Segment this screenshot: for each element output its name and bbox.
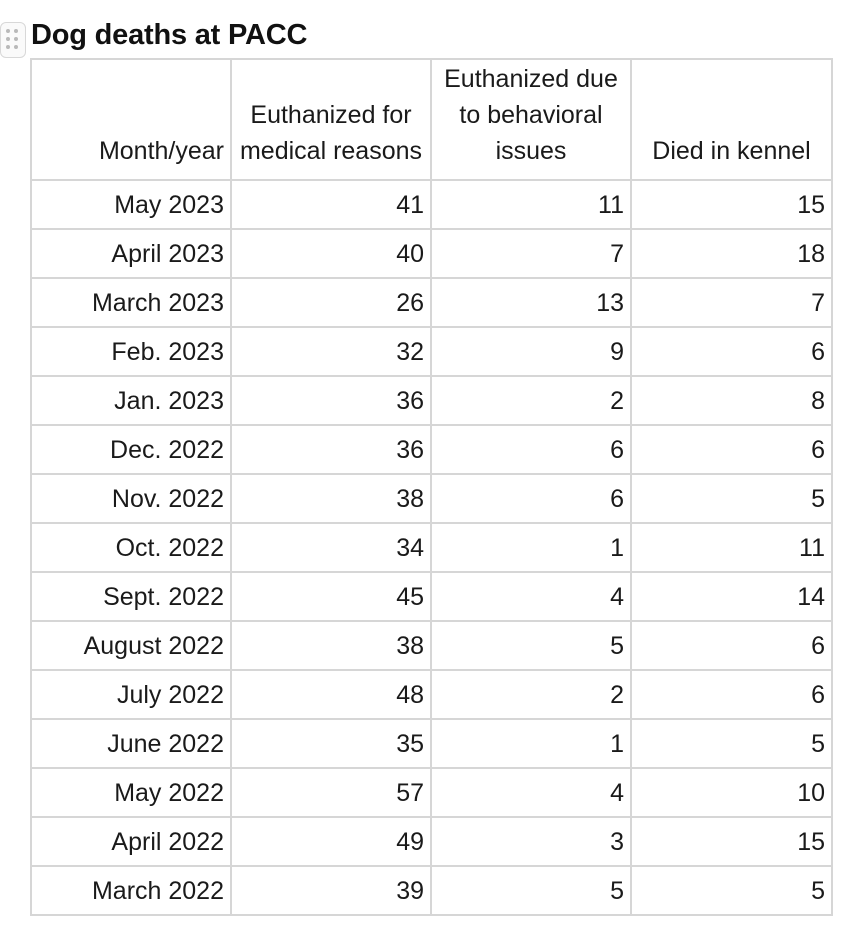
cell-month[interactable]: May 2023 — [31, 180, 231, 229]
header-died-in-kennel[interactable]: Died in kennel — [631, 59, 832, 180]
header-row — [31, 59, 832, 180]
header-month-year[interactable]: Month/year — [31, 59, 231, 180]
cell-medical[interactable]: 35 — [231, 719, 431, 768]
cell-behavioral[interactable]: 4 — [431, 572, 631, 621]
cell-behavioral[interactable]: 3 — [431, 817, 631, 866]
header-euthanized-medical[interactable]: Euthanized for medical reasons — [231, 59, 431, 180]
table-row — [31, 621, 832, 670]
cell-kennel[interactable]: 5 — [631, 474, 832, 523]
cell-month[interactable]: June 2022 — [31, 719, 231, 768]
cell-kennel[interactable]: 10 — [631, 768, 832, 817]
cell-month[interactable]: July 2022 — [31, 670, 231, 719]
cell-medical[interactable]: 38 — [231, 621, 431, 670]
cell-behavioral[interactable]: 9 — [431, 327, 631, 376]
cell-month[interactable]: Sept. 2022 — [31, 572, 231, 621]
table-title: Dog deaths at PACC — [31, 19, 308, 51]
cell-medical[interactable]: 49 — [231, 817, 431, 866]
cell-medical[interactable]: 40 — [231, 229, 431, 278]
drag-handle-icon[interactable] — [0, 22, 26, 58]
cell-kennel[interactable]: 15 — [631, 817, 832, 866]
table-row — [31, 866, 832, 915]
table-row — [31, 229, 832, 278]
cell-kennel[interactable]: 7 — [631, 278, 832, 327]
cell-medical[interactable]: 36 — [231, 425, 431, 474]
cell-behavioral[interactable]: 5 — [431, 866, 631, 915]
cell-medical[interactable]: 36 — [231, 376, 431, 425]
cell-kennel[interactable]: 6 — [631, 327, 832, 376]
cell-medical[interactable]: 38 — [231, 474, 431, 523]
cell-kennel[interactable]: 18 — [631, 229, 832, 278]
cell-kennel[interactable]: 6 — [631, 621, 832, 670]
cell-behavioral[interactable]: 5 — [431, 621, 631, 670]
cell-kennel[interactable]: 5 — [631, 719, 832, 768]
cell-kennel[interactable]: 14 — [631, 572, 832, 621]
cell-behavioral[interactable]: 2 — [431, 376, 631, 425]
table-row — [31, 278, 832, 327]
cell-month[interactable]: Jan. 2023 — [31, 376, 231, 425]
cell-month[interactable]: April 2023 — [31, 229, 231, 278]
table-body — [31, 180, 832, 915]
cell-behavioral[interactable]: 7 — [431, 229, 631, 278]
cell-medical[interactable]: 32 — [231, 327, 431, 376]
cell-kennel[interactable]: 6 — [631, 425, 832, 474]
cell-behavioral[interactable]: 6 — [431, 425, 631, 474]
cell-behavioral[interactable]: 11 — [431, 180, 631, 229]
cell-kennel[interactable]: 8 — [631, 376, 832, 425]
table-row — [31, 523, 832, 572]
table-row — [31, 180, 832, 229]
cell-behavioral[interactable]: 1 — [431, 719, 631, 768]
cell-medical[interactable]: 39 — [231, 866, 431, 915]
table-row — [31, 327, 832, 376]
cell-month[interactable]: August 2022 — [31, 621, 231, 670]
table-row — [31, 572, 832, 621]
cell-behavioral[interactable]: 4 — [431, 768, 631, 817]
cell-month[interactable]: Oct. 2022 — [31, 523, 231, 572]
cell-kennel[interactable]: 5 — [631, 866, 832, 915]
table-row — [31, 768, 832, 817]
table-row — [31, 719, 832, 768]
cell-month[interactable]: Dec. 2022 — [31, 425, 231, 474]
cell-month[interactable]: May 2022 — [31, 768, 231, 817]
table-row — [31, 376, 832, 425]
cell-behavioral[interactable]: 1 — [431, 523, 631, 572]
table-row — [31, 474, 832, 523]
cell-medical[interactable]: 57 — [231, 768, 431, 817]
cell-month[interactable]: Feb. 2023 — [31, 327, 231, 376]
cell-kennel[interactable]: 15 — [631, 180, 832, 229]
cell-medical[interactable]: 34 — [231, 523, 431, 572]
table-row — [31, 425, 832, 474]
cell-month[interactable]: Nov. 2022 — [31, 474, 231, 523]
cell-kennel[interactable]: 11 — [631, 523, 832, 572]
cell-behavioral[interactable]: 13 — [431, 278, 631, 327]
cell-behavioral[interactable]: 2 — [431, 670, 631, 719]
cell-medical[interactable]: 45 — [231, 572, 431, 621]
cell-month[interactable]: April 2022 — [31, 817, 231, 866]
table-row — [31, 817, 832, 866]
table-row — [31, 670, 832, 719]
cell-month[interactable]: March 2023 — [31, 278, 231, 327]
dog-deaths-table — [30, 58, 833, 916]
cell-month[interactable]: March 2022 — [31, 866, 231, 915]
cell-medical[interactable]: 48 — [231, 670, 431, 719]
cell-kennel[interactable]: 6 — [631, 670, 832, 719]
cell-medical[interactable]: 41 — [231, 180, 431, 229]
cell-behavioral[interactable]: 6 — [431, 474, 631, 523]
header-euthanized-behavioral[interactable]: Euthanized due to behavioral issues — [431, 59, 631, 180]
cell-medical[interactable]: 26 — [231, 278, 431, 327]
